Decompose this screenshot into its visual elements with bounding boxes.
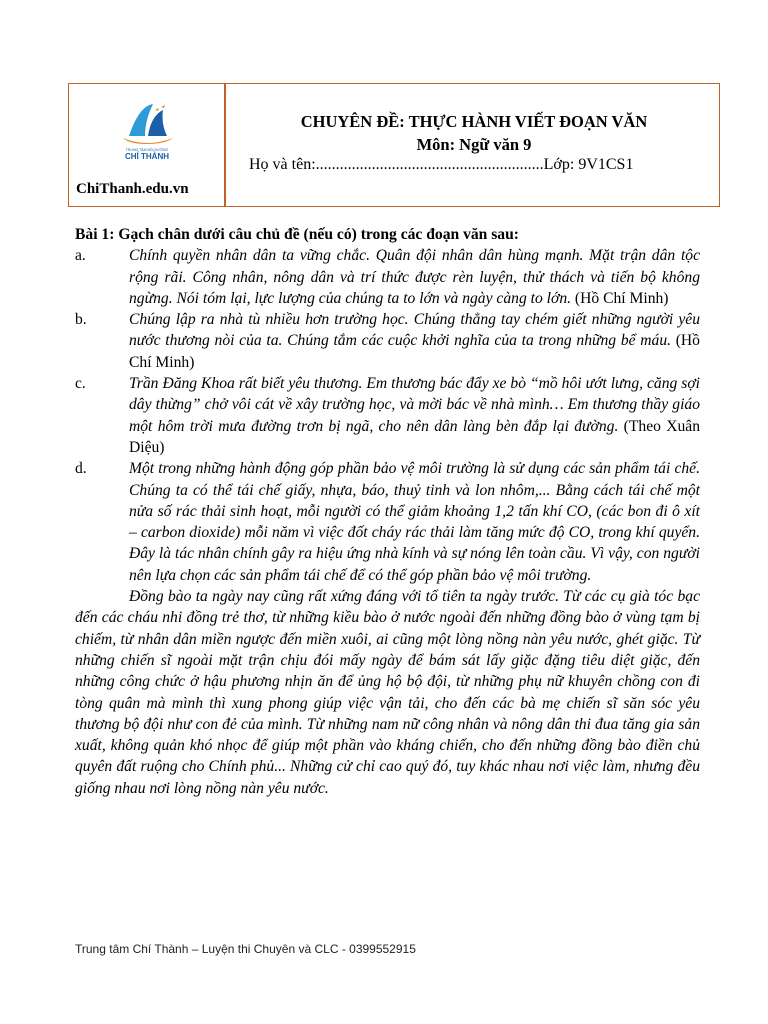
header-box: [68, 83, 720, 207]
exercise-item-c: [75, 373, 700, 458]
logo-bird-icon: [155, 105, 165, 111]
logo-sail-right-icon: [148, 110, 167, 136]
item-marker: c.: [75, 375, 86, 393]
logo-wave-icon: [123, 138, 173, 144]
item-source: (Hồ Chí Minh): [571, 289, 669, 307]
exercise-item-b: [75, 309, 700, 373]
item-text: Trần Đăng Khoa rất biết yêu thương. Em thương bác đẩy xe bò “mồ hôi ướt lưng, căng sợi dây thừng” chở vôi cát về xây trường học, và mời bác về nhà mình… Em thương thầy giáo một hôm trời mưa đường trơn bị ngã, cho nên dân làng bèn đắp lại đường.: [129, 375, 700, 435]
item-marker: a.: [75, 247, 86, 265]
exercise-item-a: [75, 245, 700, 309]
exercise-title: Bài 1: Gạch chân dưới câu chủ đề (nếu có) trong các đoạn văn sau:: [75, 226, 519, 243]
exercise-item-d: [75, 458, 700, 586]
student-name-line: Họ và tên:.........................................................Lớp: 9V1CS1: [249, 156, 634, 173]
page-footer: Trung tâm Chí Thành – Luyện thi Chuyên và CLC - 0399552915: [75, 942, 416, 956]
header-divider: [224, 84, 226, 206]
item-source: (Hồ Chí Minh): [129, 332, 700, 371]
exercise-content: [75, 224, 700, 799]
subject-line: Môn: Ngữ văn 9: [416, 135, 532, 154]
item-marker: b.: [75, 311, 87, 329]
item-source: (Theo Xuân Diệu): [129, 417, 700, 456]
svg-text:TRUNG TÂM BỒI DƯỠNG: TRUNG TÂM BỒI DƯỠNG: [125, 148, 169, 152]
site-url: ChiThanh.edu.vn: [76, 181, 189, 197]
item-text: Chúng lập ra nhà tù nhiều hơn trường học. Chúng thẳng tay chém giết những người yêu nước thương nòi của ta. Chúng tắm các cuộc khởi nghĩa của ta trong những bể máu.: [129, 311, 700, 350]
item-marker: d.: [75, 460, 87, 478]
chi-thanh-logo: [115, 102, 179, 164]
item-text: Chính quyền nhân dân ta vững chắc. Quân đội nhân dân hùng mạnh. Mặt trận dân tộc rộng rãi. Công nhân, nông dân và trí thức được rèn luyện, thử thách và tiến bộ không ngừng. Nói tóm lại, lực lượng của chúng ta to lớn và ngày càng to lớn.: [129, 247, 700, 307]
item-text: Một trong những hành động góp phần bảo vệ môi trường là sử dụng các sản phẩm tái chế. Chúng ta có thể tái chế giấy, nhựa, báo, thuỷ tinh và lon nhôm,... Bằng cách tái chế một nửa số rác thải sinh hoạt, mỗi người có thể giảm khoảng 1,2 tấn khí CO, (các bon đi ô xít – carbon dioxide) mỗi năm vì việc đốt cháy rác thải làm tăng mức độ CO, trong khí quyển. Đây là tác nhân chính gây ra hiệu ứng nhà kính và sự nóng lên toàn cầu. Vì vậy, con người nên lựa chọn các sản phẩm tái chế để có thể góp phần bảo vệ môi trường.: [129, 460, 700, 584]
document-title: CHUYÊN ĐỀ: THỰC HÀNH VIẾT ĐOẠN VĂN: [300, 112, 648, 131]
svg-text:CHÍ THÀNH: CHÍ THÀNH: [125, 152, 169, 161]
exercise-paragraph: Đồng bào ta ngày nay cũng rất xứng đáng với tổ tiên ta ngày trước. Từ các cụ già tóc bạc đến các cháu nhi đồng trẻ thơ, từ những kiều bào ở nước ngoài đến những đồng bào ở vùng tạm bị chiếm, từ nhân dân miền ngược đến miền xuôi, ai cũng một lòng nồng nàn yêu nước, ghét giặc. Từ những chiến sĩ ngoài mặt trận chịu đói mấy ngày để bám sát lấy giặc đặng tiêu diệt giặc, đến những công chức ở hậu phương nhịn ăn để ủng hộ bộ đội, từ những phụ nữ khuyên chồng con đi tòng quân mà mình thì xung phong giúp việc vận tải, cho đến các bà mẹ chiến sĩ săn sóc yêu thương bộ đội như con đẻ của mình. Từ những nam nữ công nhân và nông dân thi đua tăng gia sản xuất, không quản khó nhọc để giúp một phần vào kháng chiến, cho đến những đồng bào điền chủ quyên đất ruộng cho Chính phủ... Những cử chỉ cao quý đó, tuy khác nhau nơi việc làm, nhưng đều giống nhau nơi lòng nồng nàn yêu nước.: [75, 588, 700, 797]
